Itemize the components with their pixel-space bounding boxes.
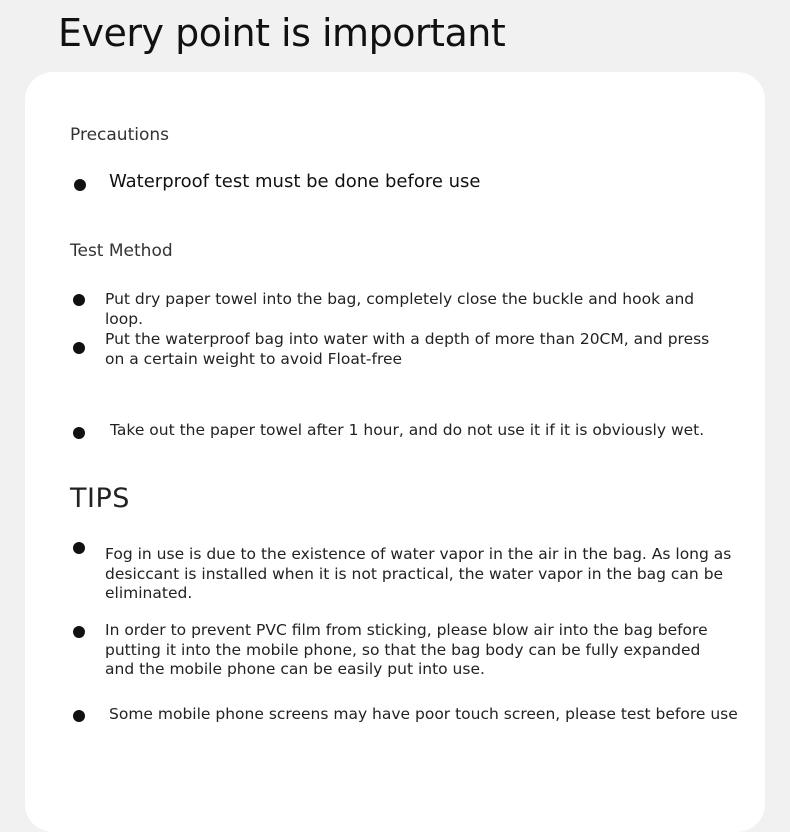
bullet-icon — [73, 342, 85, 354]
test-method-label: Test Method — [70, 241, 173, 261]
test-method-item-3: Take out the paper towel after 1 hour, and do not use it if it is obviously wet. — [110, 421, 705, 439]
bullet-icon — [73, 710, 85, 722]
bullet-icon — [73, 542, 85, 554]
tips-item-2: In order to prevent PVC film from sticking, please blow air into the bag before putting it into the mobile phone, so that the bag body can be fully expanded and the mobile phone can be easily put into use. — [105, 621, 708, 678]
tips-item-3: Some mobile phone screens may have poor touch screen, please test before use — [109, 705, 738, 723]
precautions-label: Precautions — [70, 125, 169, 145]
bullet-icon — [74, 179, 86, 191]
page-title: Every point is important — [58, 11, 506, 55]
tips-heading: TIPS — [70, 483, 130, 514]
tips-item-1: Fog in use is due to the existence of water vapor in the air in the bag. As long as desiccant is installed when it is not practical, the water vapor in the bag can be eliminated. — [105, 545, 732, 602]
bullet-icon — [73, 427, 85, 439]
bullet-icon — [73, 294, 85, 306]
precaution-item-1: Waterproof test must be done before use — [109, 171, 481, 192]
bullet-icon — [73, 626, 85, 638]
test-method-item-2: Put the waterproof bag into water with a depth of more than 20CM, and press on a certain weight to avoid Float-free — [105, 330, 710, 368]
test-method-item-1: Put dry paper towel into the bag, completely close the buckle and hook and loop. — [105, 290, 695, 328]
